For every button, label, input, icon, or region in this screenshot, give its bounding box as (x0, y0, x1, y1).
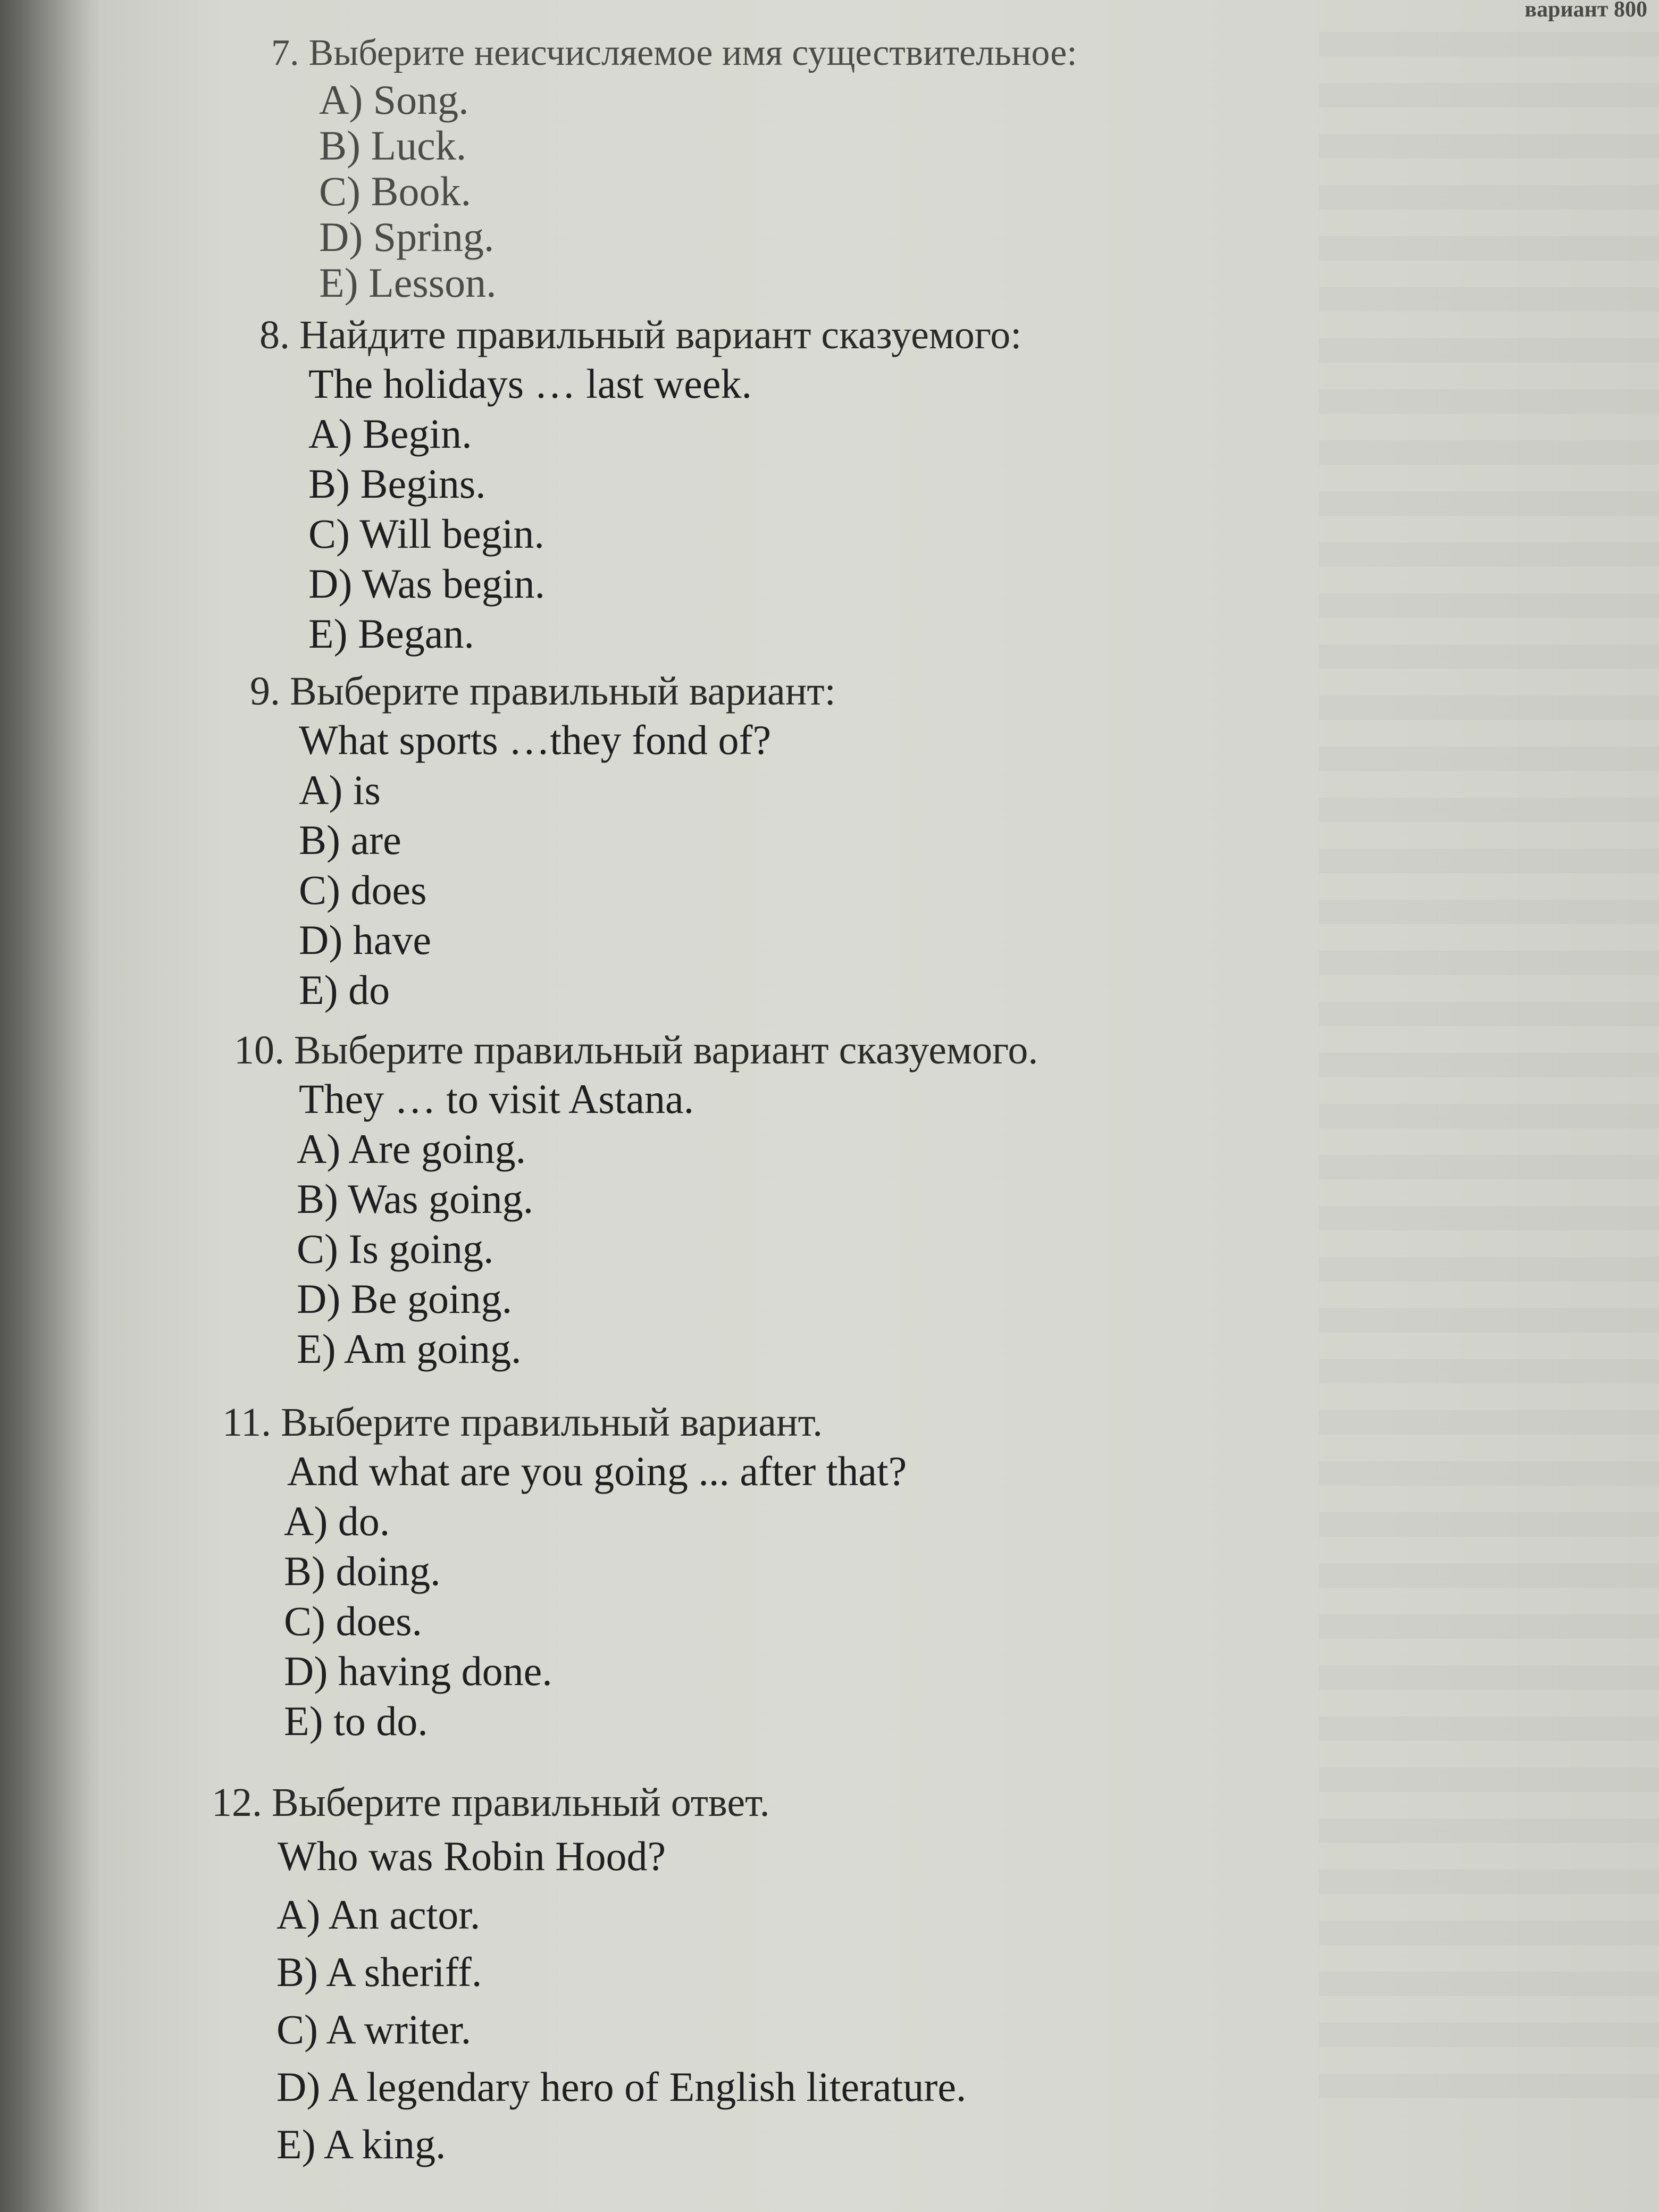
answer-option: B) are (299, 817, 401, 863)
answer-option: C) A writer. (276, 2006, 472, 2052)
question-10 (234, 1026, 1038, 1374)
answer-option: D) Spring. (319, 214, 495, 260)
answer-option: D) Be going. (297, 1276, 513, 1322)
question-text: Выберите правильный вариант. (281, 1400, 823, 1445)
question-text: Выберите правильный вариант сказуемого. (294, 1028, 1038, 1073)
question-stem: Who was Robin Hood? (278, 1833, 666, 1879)
answer-option: B) Luck. (319, 122, 467, 169)
question-11 (222, 1398, 907, 1746)
question-number: 8. (259, 313, 290, 357)
question-stem: The holidays … last week. (308, 361, 752, 407)
answer-options (271, 77, 1077, 306)
answer-option: C) does (299, 867, 427, 913)
answer-option: A) An actor. (276, 1891, 481, 1938)
answer-option: B) doing. (284, 1548, 441, 1594)
answer-options (250, 765, 836, 1015)
question-12 (212, 1779, 966, 2173)
answer-option: A) is (299, 767, 381, 813)
answer-option: A) Are going. (297, 1126, 526, 1172)
question-number: 12. (212, 1780, 262, 1825)
answer-option: E) Am going. (297, 1326, 522, 1372)
answer-options (212, 1886, 966, 2173)
answer-option: A) do. (284, 1498, 390, 1544)
question-prompt (212, 1779, 966, 1826)
question-stem: And what are you going ... after that? (287, 1448, 907, 1494)
answer-option: C) Is going. (297, 1226, 494, 1272)
answer-option: D) have (299, 917, 432, 963)
question-text: Найдите правильный вариант сказуемого: (299, 313, 1022, 357)
answer-option: B) Begins. (308, 460, 486, 507)
book-gutter-shadow (0, 0, 101, 2212)
answer-option: D) A legendary hero of English literature. (276, 2064, 967, 2110)
answer-option: C) Book. (319, 168, 472, 214)
question-9 (250, 667, 836, 1015)
question-prompt (271, 29, 1077, 77)
question-number: 9. (250, 669, 280, 714)
question-text: Выберите неисчисляемое имя существительное: (308, 32, 1077, 73)
answer-option: E) Lesson. (319, 259, 497, 306)
question-number: 10. (234, 1028, 284, 1073)
question-stem: What sports …they fond of? (299, 717, 772, 763)
facing-page-bleed (1319, 32, 1659, 2106)
answer-options (234, 1124, 1038, 1374)
question-8 (259, 311, 1021, 659)
question-prompt (234, 1026, 1038, 1074)
question-prompt (250, 667, 836, 715)
answer-option: E) do (299, 967, 390, 1013)
answer-option: C) Will begin. (308, 510, 544, 557)
question-number: 11. (222, 1400, 272, 1445)
question-number: 7. (271, 32, 299, 73)
answer-option: C) does. (284, 1598, 422, 1644)
answer-option: B) Was going. (297, 1176, 534, 1222)
answer-option: A) Begin. (308, 410, 472, 457)
answer-options (259, 409, 1021, 659)
answer-option: E) Began. (308, 610, 474, 657)
question-text: Выберите правильный ответ. (272, 1780, 770, 1825)
question-7 (271, 29, 1077, 306)
variant-header: вариант 800 (1524, 0, 1647, 22)
answer-option: D) having done. (284, 1648, 552, 1694)
question-stem: They … to visit Astana. (299, 1076, 694, 1122)
answer-option: E) to do. (284, 1698, 428, 1744)
answer-option: E) A king. (276, 2121, 446, 2167)
answer-option: B) A sheriff. (276, 1949, 482, 1995)
answer-option: D) Was begin. (308, 560, 546, 607)
question-prompt (222, 1398, 907, 1446)
answer-option: A) Song. (319, 77, 469, 123)
question-prompt (259, 311, 1021, 359)
question-text: Выберите правильный вариант: (290, 669, 836, 714)
answer-options (222, 1496, 907, 1746)
